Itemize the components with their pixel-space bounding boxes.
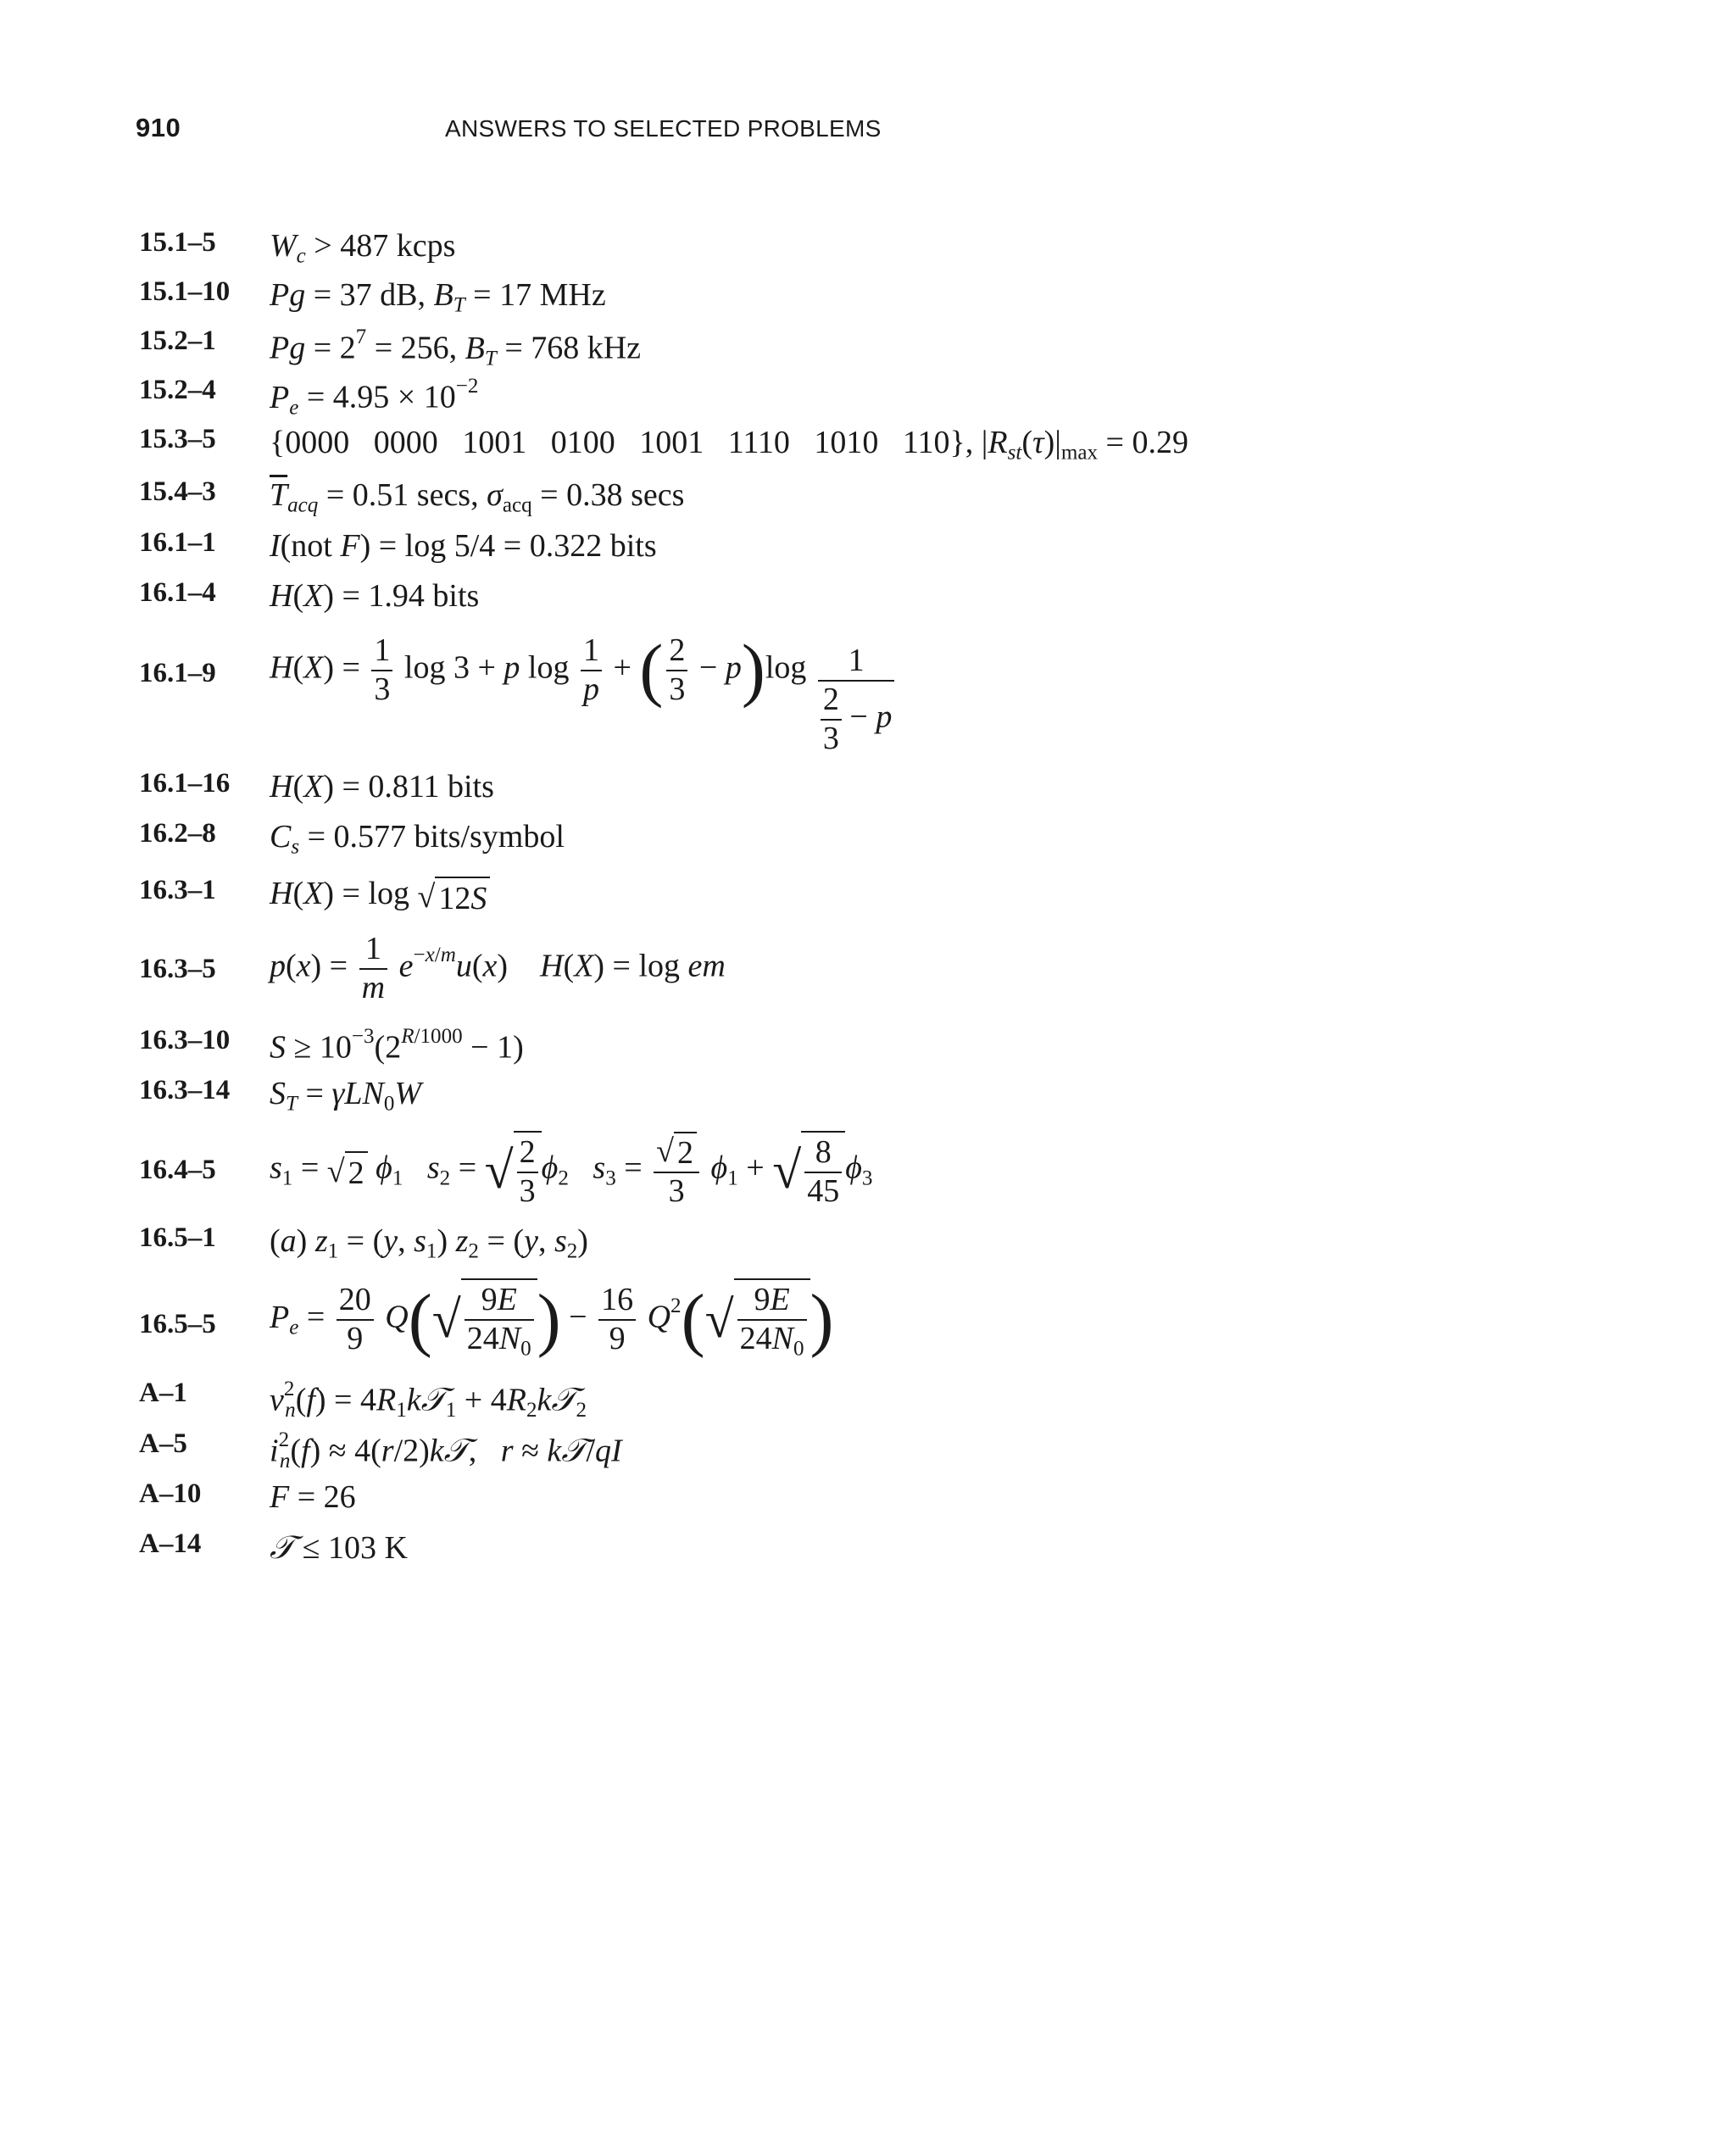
problem-label: 16.5–1 (139, 1222, 216, 1253)
fraction: $\frac{1}{3}$ (371, 632, 392, 708)
answer-expression: $i^2_n(f)$ ≈ 4(r/2)k𝒯, r ≈ k𝒯/qI (270, 1428, 622, 1473)
answer-expression: (a) $z_1 = (y$, $s_1$) $z_2 = (y$, $s_2$) (270, 1223, 588, 1263)
problem-label: 16.1–1 (139, 527, 216, 558)
answer-expression: $S \ge 10^{-3}(2^{R/1000} - 1)$ (270, 1025, 524, 1066)
answer-expression: Pg = 37 dB, $B_T = 17$ MHz (270, 277, 606, 317)
answer-expression: $W_c > 487$ kcps (270, 228, 456, 268)
problem-label: A–10 (139, 1478, 202, 1509)
fraction: $\frac{√ 2}{3}$ (654, 1131, 699, 1211)
answer-expression: $v^2_n(f)$ = $4R_1k𝒯_1$ + $4R_2k𝒯_2$ (270, 1378, 587, 1422)
page-number: 910 (136, 113, 181, 142)
answer-expression: H(X) = 1.94 bits (270, 578, 480, 614)
problem-label: 16.4–5 (139, 1155, 216, 1185)
bit-sequence: {0000 0000 1001 0100 1001 1110 1010 110}, (270, 425, 974, 460)
problem-label: 15.2–1 (139, 326, 216, 356)
problem-label: 16.5–5 (139, 1309, 216, 1339)
answer-expression: {0000 0000 1001 0100 1001 1110 1010 110}, $|R_{st}(\tau)|_{max} = 0.29$ (270, 425, 1188, 465)
answer-expression: H(X) = $\frac{1}{3}$ log 3 + p log $\frac{1}{p}$ + ( $\frac{2}{3}$ − p)log 1 $\frac{2}{3}$ − p (270, 632, 898, 757)
problem-label: 15.2–4 (139, 375, 216, 405)
fraction: $\frac{1}{p}$ (581, 632, 602, 708)
problem-label: 16.1–9 (139, 658, 216, 688)
problem-label: 16.3–10 (139, 1025, 231, 1055)
answer-expression: $s_1$ = √ 2 $\phi_1$ $s_2$ = √ $\frac{2}{3}$ $\phi_2$ $s_3$ = $\frac{√ 2}{3}$ $\phi_1$ + √ $\frac{8}{45}$ $\phi_3$ (270, 1131, 872, 1211)
answer-expression: $Pg = 2^7 = 256$, $B_T = 768$ kHz (270, 326, 642, 370)
problem-label: 16.3–1 (139, 875, 216, 905)
fraction: $\frac{16}{9}$ (598, 1282, 636, 1357)
problem-label: A–14 (139, 1528, 202, 1559)
answer-expression: 𝒯 ≤ 103 K (270, 1528, 408, 1566)
answer-expression: $P_e$ = $\frac{20}{9}$ Q(√ $\frac{9E}{24N_0}$ ) − $\frac{16}{9}$ $Q^2(√$ $\frac{9E}{24N_0}$ ) (270, 1278, 834, 1361)
answer-expression: $S_T = \gamma LN_0W$ (270, 1076, 422, 1116)
fraction: 1 $\frac{2}{3}$ − p (818, 643, 894, 757)
problem-label: 16.2–8 (139, 818, 216, 849)
problem-label: 15.1–10 (139, 276, 231, 307)
problem-label: A–1 (139, 1378, 187, 1408)
fraction: $\frac{1}{m}$ (359, 931, 387, 1006)
running-head: ANSWERS TO SELECTED PROBLEMS (445, 115, 882, 142)
answer-expression: H(X) = 0.811 bits (270, 769, 494, 804)
answer-expression: I(not F) = log 5/4 = 0.322 bits (270, 528, 657, 564)
max-correlation-value: = 0.29 (1105, 425, 1188, 460)
answer-expression: $\overline{T}_{acq} = 0.51$ secs, $\sigma_{acq} = 0.38$ secs (270, 477, 685, 517)
answer-expression: H(X) = log √ 12S (270, 875, 490, 917)
answer-expression: F = 26 (270, 1479, 356, 1515)
answer-expression: p(x) = $\frac{1}{m}$ $e^{-x/m}u(x)$ H(X) = log em (270, 931, 726, 1005)
fraction: $\frac{2}{3}$ (666, 632, 687, 708)
problem-label: 16.1–4 (139, 577, 216, 608)
problem-label: 15.4–3 (139, 476, 216, 507)
fraction: $\frac{20}{9}$ (337, 1282, 374, 1357)
answer-expression: $P_e = 4.95 \times 10^{-2}$ (270, 375, 479, 420)
problem-label: 16.1–16 (139, 768, 231, 799)
problem-label: 16.3–14 (139, 1075, 231, 1105)
answer-expression: $C_s = 0.577$ bits/symbol (270, 819, 565, 859)
problem-label: 15.1–5 (139, 227, 216, 258)
problem-label: 16.3–5 (139, 954, 216, 984)
problem-label: A–5 (139, 1428, 187, 1459)
problem-label: 15.3–5 (139, 424, 216, 454)
